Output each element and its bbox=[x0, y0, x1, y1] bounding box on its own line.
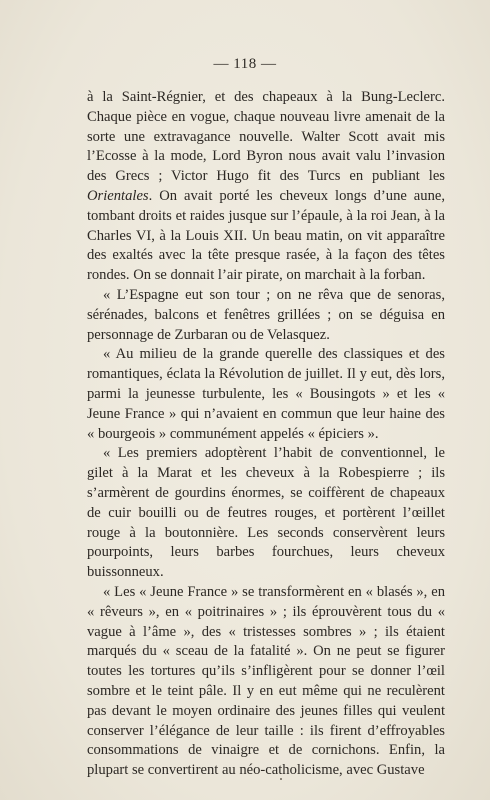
italic-title: Orientales bbox=[87, 187, 149, 204]
paragraph bbox=[87, 88, 445, 286]
paragraph: « L’Espagne eut son tour ; on ne rêva que de senoras, sérénades, balcons et fenêtres grillées ; on se déguisa en personnage de Zurbaran ou de Velasquez. bbox=[87, 286, 445, 343]
paragraph: « Au milieu de la grande querelle des classiques et des romantiques, éclata la Révolution de juillet. Il y eut, dès lors, parmi la jeunesse turbulente, les « Bousingots » et les « Jeune France » qui n’avaient en commun que leur haine des « bourgeois » communément appelés « épiciers ». bbox=[87, 346, 445, 442]
paper-speck bbox=[280, 778, 282, 780]
paragraph-text: à la Saint-Régnier, et des chapeaux à la Bung-Leclerc. Chaque pièce en vogue, chaque nouveau livre amenait de la sorte une extravagance nouvelle. Walter Scott avait mis l’Ecosse à la mode, Lord Byron nous avait valu l’invasion des Grecs ; Victor Hugo fit des Turcs en publiant les bbox=[87, 89, 445, 185]
paragraph: « Les « Jeune France » se transformèrent en « blasés », en « rêveurs », en « poitrinaires » ; ils éprouvèrent tous du « vague à l’âme », des « tristesses sombres » ; ils étaient marqués du « sceau de la fatalité ». On ne peut se figurer toutes les tortures qu’ils s’infligèrent pour se donner l’œil sombre et le teint pâle. Il y en eut même qui ne reculèrent pas devant le moyen ordinaire des jeunes filles qui veulent conserver l’élégance de leur taille : ils firent d’effroyables consommations de vinaigre et de cornichons. Enfin, la plupart se convertirent au néo-catholicisme, avec Gustave bbox=[87, 583, 445, 779]
paragraph-text: . On avait porté les cheveux longs d’une aune, tombant droits et raides jusque sur l’épaule, à la roi Jean, à la Charles VI, à la Louis XII. Un beau matin, on vit apparaître des exaltés avec la tête presque rasée, à la façon des têtes rondes. On se donnait l’air pirate, on marchait à la forban. bbox=[87, 187, 445, 284]
page-number: — 118 — bbox=[213, 56, 277, 72]
paragraph: « Les premiers adoptèrent l’habit de conventionnel, le gilet à la Marat et les cheveux à la Robespierre ; ils s’armèrent de gourdins énormes, se coiffèrent de chapeaux de cuir bouilli ou de feutres rouges, et portèrent l’œillet rouge à la boutonnière. Les seconds conservèrent leurs pourpoints, leurs barbes fourchues, leurs cheveux buissonneux. bbox=[87, 445, 445, 581]
body-text bbox=[87, 88, 445, 781]
